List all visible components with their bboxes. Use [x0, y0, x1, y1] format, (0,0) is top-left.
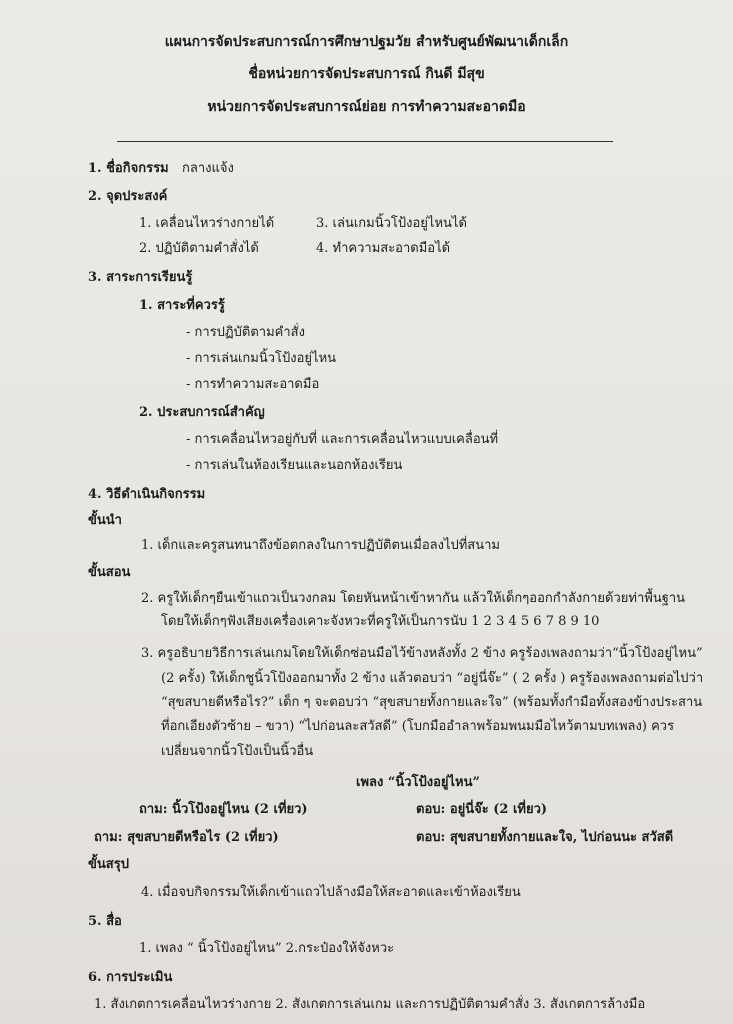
summary-step-item: 4. เมื่อจบกิจกรรมให้เด็กเข้าแถวไปล้างมือให้สะอาดและเข้าห้องเรียน	[141, 885, 521, 900]
section5-label: 5. สื่อ	[88, 914, 122, 929]
doc-title-line3: หน่วยการจัดประสบการณ์ย่อย การทำความสะอาดมือ	[207, 99, 526, 115]
song-question: ถาม: นิ้วโป้งอยู่ไหน (2 เที่ยว)	[139, 802, 308, 817]
doc-title-line2: ชื่อหน่วยการจัดประสบการณ์ กินดี มีสุข	[248, 66, 485, 82]
objective-item: 2. ปฏิบัติตามคำสั่งได้	[139, 241, 259, 256]
experience-item: - การเล่นในห้องเรียนและนอกห้องเรียน	[186, 458, 403, 473]
experience-item: - การเคลื่อนไหวอยู่กับที่ และการเคลื่อนไหวแบบเคลื่อนที่	[186, 432, 499, 447]
section3-sub1-label: 1. สาระที่ควรรู้	[139, 298, 225, 313]
teach-step-line: ที่อกเอียงตัวซ้าย – ขวา) “ไปก่อนละสวัสดี” (โบกมืออำลาพร้อมพนมมือไหว้ตามบทเพลง) ควร	[161, 719, 675, 734]
content-item: - การเล่นเกมนิ้วโป้งอยู่ไหน	[186, 351, 337, 366]
summary-step-label: ขั้นสรุป	[88, 857, 129, 872]
teach-step-line: 2. ครูให้เด็กๆยืนเข้าแถวเป็นวงกลม โดยหันหน้าเข้าหากัน แล้วให้เด็กๆออกกำลังกายด้วยท่าพื้นฐาน	[141, 591, 686, 606]
objective-item: 3. เล่นเกมนิ้วโป้งอยู่ไหนได้	[316, 216, 467, 231]
section3-label: 3. สาระการเรียนรู้	[88, 270, 193, 285]
section3-sub2-label: 2. ประสบการณ์สำคัญ	[139, 405, 265, 420]
intro-step-label: ขั้นนำ	[88, 513, 122, 528]
teach-step-line: (2 ครั้ง) ให้เด็กชูนิ้วโป้งออกมาทั้ง 2 ข้าง แล้วตอบว่า “อยู่นี่จ๊ะ” ( 2 ครั้ง ) ครูร้องเพลงถามต่อไปว่า	[161, 671, 704, 686]
doc-title-line1: แผนการจัดประสบการณ์การศึกษาปฐมวัย สำหรับศูนย์พัฒนาเด็กเล็ก	[164, 34, 569, 50]
content-item: - การทำความสะอาดมือ	[186, 377, 320, 392]
media-items: 1. เพลง “ นิ้วโป้งอยู่ไหน” 2.กระป๋องให้จังหวะ	[139, 941, 395, 956]
assessment-items: 1. สังเกตการเคลื่อนไหวร่างกาย 2. สังเกตการเล่นเกม และการปฏิบัติตามคำสั่ง 3. สังเกตการล้างมือ	[94, 997, 646, 1012]
section2-label: 2. จุดประสงค์	[88, 189, 168, 204]
objective-item: 1. เคลื่อนไหวร่างกายได้	[139, 216, 275, 231]
header-divider	[117, 141, 613, 142]
teach-step-line: 3. ครูอธิบายวิธีการเล่นเกมโดยให้เด็กซ่อนมือไว้ข้างหลังทั้ง 2 ข้าง ครูร้องเพลงถามว่า“นิ้วโป้งอยู่ไหน”	[141, 646, 703, 661]
teach-step-label: ขั้นสอน	[88, 565, 131, 580]
section1-value: กลางแจ้ง	[182, 161, 234, 176]
song-title: เพลง “นิ้วโป้งอยู่ไหน”	[356, 775, 480, 790]
section1-label: 1. ชื่อกิจกรรม	[88, 161, 169, 176]
section6-label: 6. การประเมิน	[88, 970, 173, 985]
song-answer: ตอบ: อยู่นี่จ๊ะ (2 เที่ยว)	[416, 802, 548, 817]
section4-label: 4. วิธีดำเนินกิจกรรม	[88, 487, 206, 502]
objective-item: 4. ทำความสะอาดมือได้	[316, 241, 451, 256]
content-item: - การปฏิบัติตามคำสั่ง	[186, 325, 305, 340]
teach-step-line: โดยให้เด็กๆฟังเสียงเครื่องเคาะจังหวะที่ครูให้เป็นการนับ 1 2 3 4 5 6 7 8 9 10	[161, 614, 600, 629]
intro-step-item: 1. เด็กและครูสนทนาถึงข้อตกลงในการปฏิบัติตนเมื่อลงไปที่สนาม	[141, 538, 500, 553]
song-question: ถาม: สุขสบายดีหรือไร (2 เที่ยว)	[94, 830, 279, 845]
teach-step-line: เปลี่ยนจากนิ้วโป้งเป็นนิ้วอื่น	[161, 744, 314, 759]
teach-step-line: “สุขสบายดีหรือไร?” เด็ก ๆ จะตอบว่า “สุขสบายทั้งกายและใจ” (พร้อมทั้งกำมือทั้งสองข้างประสาน	[161, 695, 703, 710]
song-answer: ตอบ: สุขสบายทั้งกายและใจ, ไปก่อนนะ สวัสดี	[416, 830, 674, 845]
